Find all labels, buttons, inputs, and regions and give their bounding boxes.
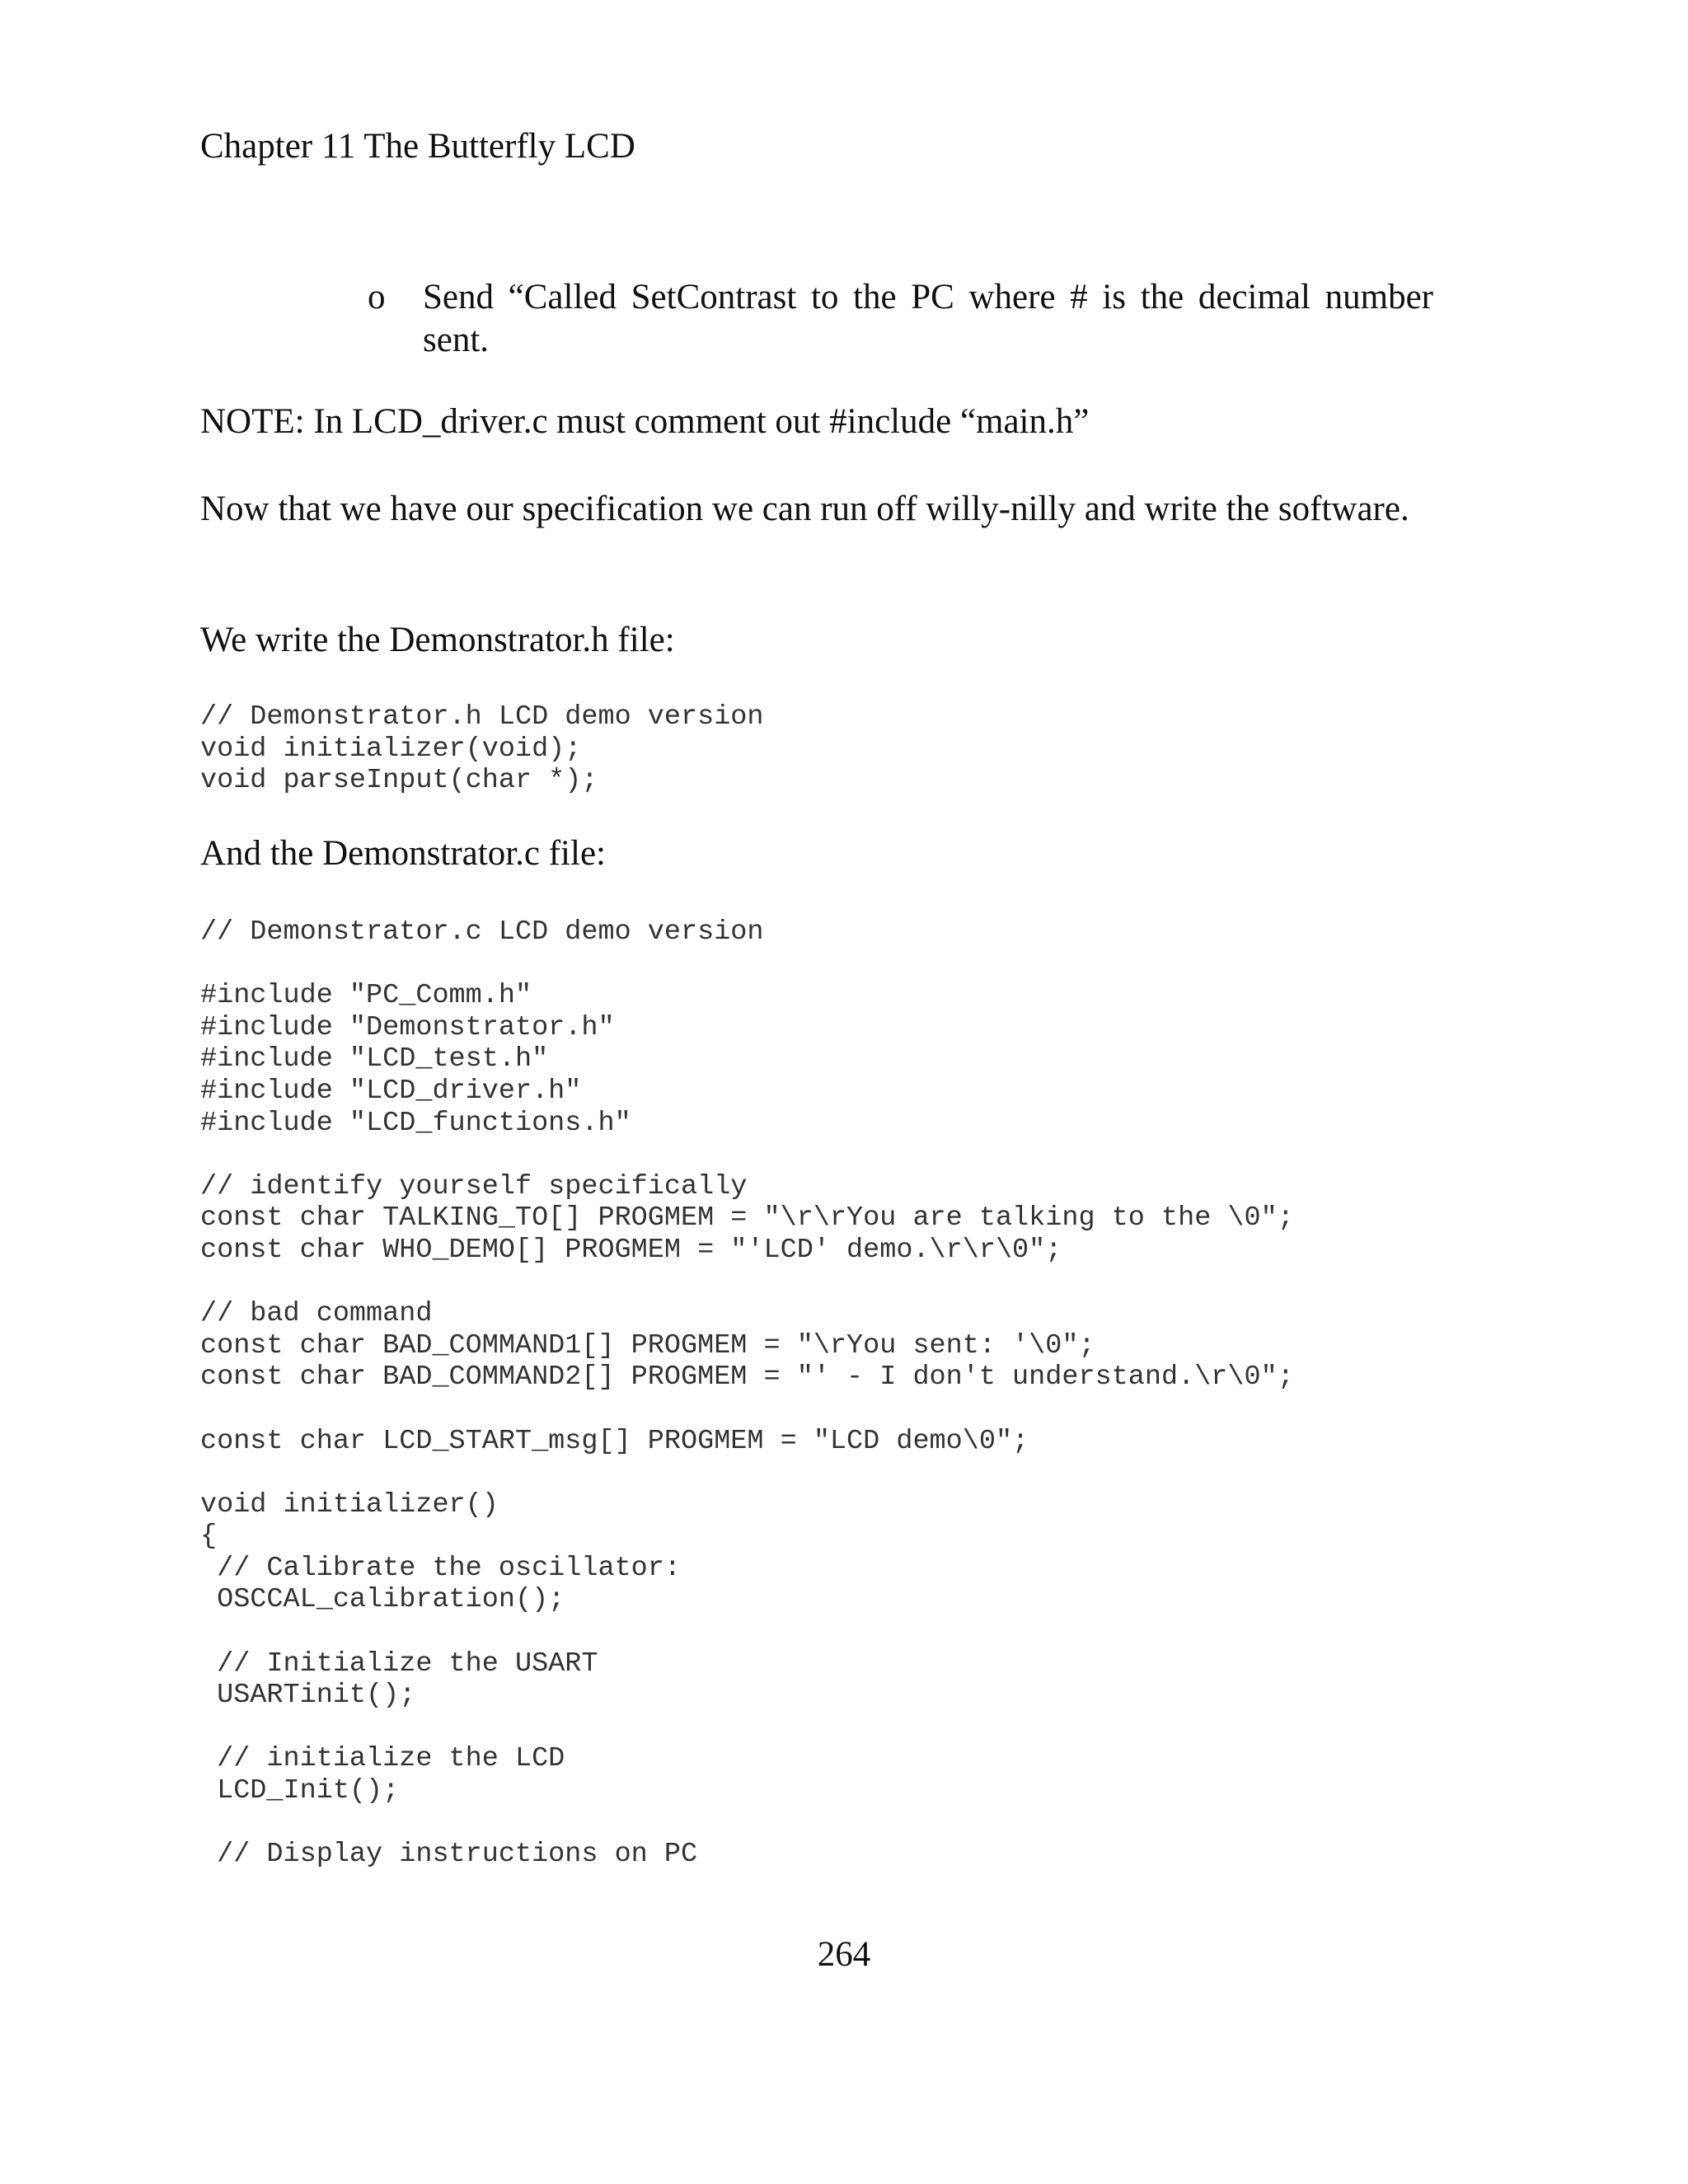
c-file-intro: And the Demonstrator.c file:: [200, 834, 606, 873]
bullet-text: Send “Called SetContrast to the PC where # is the decimal number sent.: [423, 278, 1433, 359]
specification-paragraph: Now that we have our specification we can run off willy-nilly and write the software.: [200, 490, 1409, 528]
page-number: 264: [817, 1935, 871, 1974]
c-file-code-block: // Demonstrator.c LCD demo version #include "PC_Comm.h" #include "Demonstrator.h" #include "LCD_test.h" #include "LCD_driver.h" #include "LCD_functions.h" // identify yourself specifically const char TALKING_TO[] PROGMEM = "\r\rYou are talking to the \0"; const char WHO_DEMO[] PROGMEM = "'LCD' demo.\r\r\0"; // bad command const char BAD_COMMAND1[] PROGMEM = "\rYou sent: '\0"; const char BAD_COMMAND2[] PROGMEM = "' - I don't understand.\r\0"; const char LCD_START_msg[] PROGMEM = "LCD demo\0"; void initializer() { // Calibrate the oscillator: OSCCAL_calibration(); // Initialize the USART USARTinit(); // initialize the LCD LCD_Init(); // Display instructions on PC: [200, 916, 1294, 1871]
note-paragraph: NOTE: In LCD_driver.c must comment out #include “main.h”: [200, 402, 1090, 441]
h-file-intro: We write the Demonstrator.h file:: [200, 621, 675, 659]
chapter-header: Chapter 11 The Butterfly LCD: [200, 127, 635, 166]
h-file-code-block: // Demonstrator.h LCD demo version void initializer(void); void parseInput(char *);: [200, 701, 764, 797]
bullet-marker: o: [368, 278, 386, 316]
